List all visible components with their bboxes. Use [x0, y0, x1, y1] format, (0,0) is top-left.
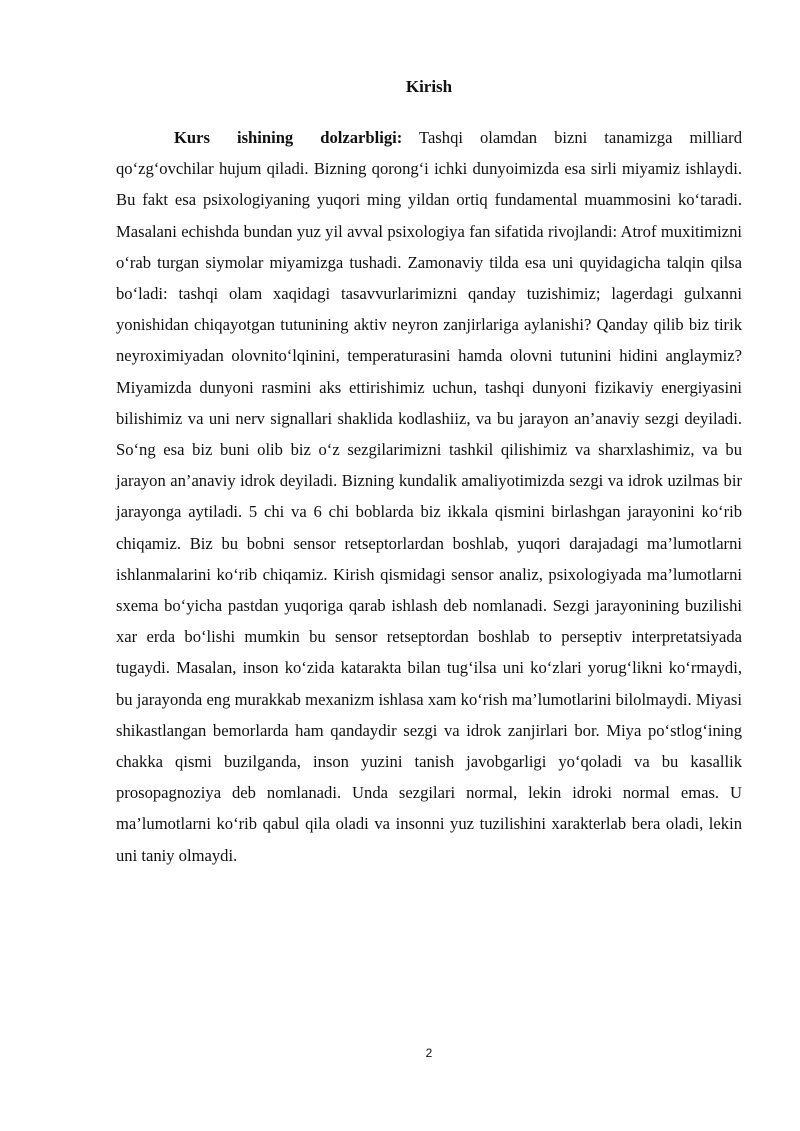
paragraph-text: Tashqi olamdan bizni tanamizga milliard qo‘zg‘ovchilar hujum qiladi. Bizning qorong‘i ichki dunyoimizda esa sirli miyamiz ishlaydi. Bu fakt esa psixologiyaning yuqori ming yildan ortiq fundamental muammosini ko‘taradi. Masalani echishda bundan yuz yil avval psixologiya fan sifatida rivojlandi: Atrof muxitimizni o‘rab turgan siymolar miyamizga tushadi. Zamonaviy tilda esa uni quyidagicha talqin qilsa bo‘ladi: tashqi olam xaqidagi tasavvurlarimizni qanday tuzishimiz; lagerdagi gulxanni yonishidan chiqayotgan tutunining aktiv neyron zanjirlariga aylanishi? Qanday qilib biz tirik neyroximiyadan olovnito‘lqinini, temperaturasini hamda olovni tutunini hidini anglaymiz? Miyamizda dunyoni rasmini aks ettirishimiz uchun, tashqi dunyoni fizikaviy energiyasini bilishimiz va uni nerv signallari shaklida kodlashiiz, va bu jarayon an’anaviy sezgi deyiladi. So‘ng esa biz buni olib biz o‘z sezgilarimizni tashkil qilishimiz va sharxlashimiz, va bu jarayon an’anaviy idrok deyiladi. Bizning kundalik amaliyotimizda sezgi va idrok uzilmas bir jarayonga aytiladi. 5 chi va 6 chi boblarda biz ikkala qismini birlashgan jarayonini ko‘rib chiqamiz. Biz bu bobni sensor retseptorlardan boshlab, yuqori darajadagi ma’lumotlarni ishlanmalarini ko‘rib chiqamiz. Kirish qismidagi sensor analiz, psixologiyada ma’lumotlarni sxema bo‘yicha pastdan yuqoriga qarab ishlash deb nomlanadi. Sezgi jarayonining buzilishi xar erda bo‘lishi mumkin bu sensor retseptordan boshlab to perseptiv interpretatsiyada tugaydi. Masalan, inson ko‘zida katarakta bilan tug‘ilsa uni ko‘zlari yorug‘likni ko‘rmaydi, bu jarayonda eng murakkab mexanizm ishlasa xam ko‘rish ma’lumotlarini bilolmaydi. Miyasi shikastlangan bemorlarda ham qandaydir sezgi va idrok zanjirlari bor. Miya po‘stlog‘ining chakka qismi buzilganda, inson yuzini tanish javobgarligi yo‘qoladi va bu kasallik prosopagnoziya deb nomlanadi. Unda sezgilari normal, lekin idroki normal emas. U ma’lumotlarni ko‘rib qabul qila oladi va insonni yuz tuzilishini xarakterlab bera oladi, lekin uni taniy olmaydi. — [116, 128, 742, 865]
section-heading: Kirish — [405, 77, 453, 96]
lead-label: Kurs ishining dolzarbligi: — [174, 128, 403, 147]
body-paragraph — [116, 122, 742, 871]
page-number: 2 — [425, 1046, 433, 1060]
